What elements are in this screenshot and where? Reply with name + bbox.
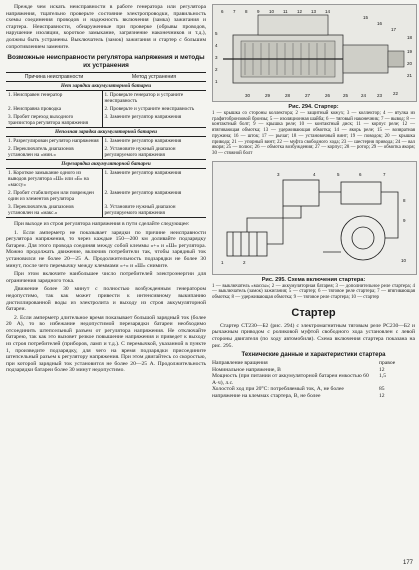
table-cell: 3. Установите нужный диапазон регулируемого напряжения (104, 203, 176, 216)
table-row (6, 136, 206, 145)
spec-label: напряжение на клеммах стартера, В, не более (212, 393, 321, 400)
table-row (6, 90, 206, 105)
spec-value: правое (379, 360, 396, 367)
intro-paragraph: Прежде чем искать неисправности в работе генератора или регулятора напряжения, тщательно проверьте состояние электропроводки, правильность схемы соединения проводов и надежность включения (замка) зажигания и стартера. Неисправности, обнаруженные при проверке (обрывы проводов, нарушение изоляции, короткое замыкание, загрязнение наконечников и т.д.), должны быть устранены. Выключатель (замок) зажигания и стартер с большим сопротивлением замените. (6, 4, 206, 50)
table-cell: 1. Замените регулятор напряжения (104, 169, 182, 176)
figure-number: 7 (383, 171, 386, 177)
table-cell: 1. Неисправен генератор (6, 90, 102, 105)
spec-label: Направление вращения (212, 360, 268, 367)
body-paragraph: Движение более 30 минут с полностью возбужденным генератором недопустимо, так как может привести к интенсивному выкипанию дистиллированной воды из электролита и выходу из строя аккумуляторной батареи. (6, 286, 206, 313)
figure-number: 1 (221, 259, 224, 265)
figure-number: 4 (313, 171, 316, 177)
spec-value: 12 (379, 393, 385, 400)
figure-number: 2 (243, 259, 246, 265)
figure-number: 25 (343, 93, 349, 98)
section-heading-starter: Стартер (291, 306, 336, 319)
figure-number: 9 (403, 217, 406, 223)
figure-number: 6 (221, 9, 224, 14)
table-cell: 1. Короткое замыкание одного из выводов регулятора «Ш» или «Б» на «массу» (6, 168, 102, 189)
figure-number: 1 (215, 79, 218, 84)
figure-number: 24 (361, 93, 367, 98)
spec-row (212, 393, 415, 400)
table-row (6, 105, 206, 113)
spec-label: Холостой ход при 20°С: потребляемый ток, А, не более (212, 386, 344, 393)
figure-number: 3 (277, 171, 280, 177)
figure-number: 28 (285, 93, 291, 98)
figure-number: 8 (245, 9, 248, 14)
spec-label: Номинальное напряжение, В (212, 366, 281, 373)
figure-number: 10 (401, 257, 407, 263)
figure-number: 21 (407, 73, 413, 78)
table-cell: 2. Переключатель диапазонов установлен на «мин.» (6, 145, 102, 160)
figure-number: 10 (269, 9, 275, 14)
body-paragraph: 1. Если амперметр не показывает зарядки по причине неисправности регулятора напряжения, то через каждые 150—200 км доливайте подзарядку батареи. Для этого провода соединяя между собой клеммы «+» и «Ш» регулятора. Можно продолжать движение, включив потребители так, чтобы зарядный ток установился не более 20—25 А. Продолжительность подзарядки не более 30 минут, после чего перемычку между клеммами «+» и «Ш» снимите. (6, 229, 206, 269)
page-number: 177 (402, 560, 413, 566)
table-cell: 3. Пробит переход выходного транзистора регулятора напряжения (6, 113, 102, 128)
figure-294-legend: 1 — крышка со стороны коллектора; 2 — защитный кожух; 3 — коллектор; 4 — втулка из графитобронзовой бронзы; 5 — изоляционная шайба; 6 — тяговый наконечник; 7 — вывод; 8 — контактный болт; 9 — крышка реле; 10 — контактный диск; 11 — корпус реле; 12 — втягивающая обмотка; 13 — удерживающая обмотка; 14 — якорь реле; 15 — возвратная пружина; 16 — шток; 17 — рычаг; 18 — установочный винт; 19 — поводок; 20 — крышка привода; 21 — упорный винт; 22 — муфта свободного хода; 23 — шестерня привода; 24 — вал якоря; 25 — полюс; 26 — обмотка возбуждения; 27 — корпус; 28 — ротор; 29 — обмотка якоря; 30 — стяжной болт (212, 111, 415, 156)
right-column (212, 4, 415, 400)
table-row (6, 113, 206, 128)
table-cell: 1. Разрегулирован регулятор напряжения (6, 136, 102, 145)
figure-number: 16 (377, 21, 383, 26)
table-cell: 3. Замените регулятор напряжения (104, 113, 182, 120)
figure-number: 27 (305, 93, 311, 98)
table-cell: 2. Пробит стабилитрон или поврежден один из элементов регулятора (6, 189, 102, 203)
body-paragraph: При выходе из строя регулятора напряжения в пути сделайте следующее: (14, 220, 190, 227)
specs-list (212, 360, 415, 400)
body-paragraph: При этом включите наибольшее число потребителей электроэнергии для ограничения зарядного тока. (6, 271, 206, 284)
table-header-method: Метод устранения (102, 72, 206, 81)
starter-cross-section-illustration (213, 5, 416, 101)
figure-number: 2 (215, 67, 218, 72)
faults-table (6, 72, 206, 218)
spec-value: 12 (379, 366, 385, 373)
table-title: Возможные неисправности регулятора напряжения и методы их устранения (7, 54, 205, 69)
spec-row (212, 360, 415, 367)
figure-number: 20 (407, 61, 413, 66)
table-cell: 2. Установите нужный диапазон регулируемого напряжения (104, 145, 176, 158)
table-cell: 1. Проверьте генератор и устраните неисправность (104, 91, 184, 104)
figure-number: 9 (257, 9, 260, 14)
spec-value: 85 (379, 386, 385, 393)
specs-title: Технические данные и характеристики стартера (241, 352, 386, 359)
spec-label: Мощность (при питании от аккумуляторной батареи емкостью 60 А·ч), л.с. (212, 373, 369, 386)
table-cell: 2. Замените регулятор напряжения (104, 189, 182, 196)
table-cell: 2. Неисправна проводка (6, 105, 102, 113)
starter-drawing (212, 4, 417, 102)
figure-number: 7 (233, 9, 236, 14)
figure-number: 17 (391, 27, 397, 32)
left-column (6, 4, 206, 376)
figure-number: 29 (265, 93, 271, 98)
starter-wiring-diagram (212, 161, 417, 275)
table-row (6, 145, 206, 160)
wiring-schematic-illustration (213, 162, 416, 274)
figure-number: 3 (215, 55, 218, 60)
figure-number: 22 (393, 91, 399, 96)
figure-294-caption: Рис. 294. Стартер: (288, 104, 339, 110)
figure-number: 8 (403, 197, 406, 203)
figure-number: 12 (297, 9, 303, 14)
figure-number: 30 (245, 93, 251, 98)
figure-number: 26 (325, 93, 331, 98)
figure-295-caption: Рис. 295. Схема включения стартера: (261, 276, 366, 283)
figure-295-legend: 1 — выключатель «массы»; 2 — аккумуляторная батарея; 3 — дополнительное реле стартера; 4 — выключатель (замок) зажигания; 5 — стартер; 6 — тяговое реле стартера; 7 — втягивающая обмотка; 8 — удерживающая обмотка; 9 — тяговое реле стартера; 10 — стартер (212, 283, 415, 301)
table-row (6, 189, 206, 203)
figure-number: 14 (325, 9, 331, 14)
table-section-title: Перезарядка аккумуляторной батареи (6, 159, 206, 168)
figure-number: 15 (363, 15, 369, 20)
figure-number: 19 (407, 49, 413, 54)
table-cell: 1. Замените регулятор напряжения (104, 137, 182, 144)
figure-number: 5 (215, 31, 218, 36)
figure-number: 13 (311, 9, 317, 14)
figure-number: 4 (215, 43, 218, 48)
table-header-cause: Причина неисправности (6, 72, 102, 81)
table-section-title: Неполная зарядка аккумуляторной батареи (6, 127, 206, 136)
starter-paragraph: Стартер СТ230—Б2 (рис. 294) с электромагнитным тяговым реле РС230—Б2 и рычажным приводом с роликовой муфтой свободного хода установлен с левой стороны двигателя (по ходу автомобиля). Схема включения стартера показана на рис. 295. (212, 322, 415, 349)
table-section-title: Нет зарядки аккумуляторной батареи (6, 81, 206, 90)
table-cell: 3. Переключатель диапазонов установлен на «макс.» (6, 203, 102, 218)
figure-number: 6 (359, 171, 362, 177)
table-cell: 2. Проверьте и устраните неисправность (104, 105, 195, 112)
figure-number: 23 (377, 93, 383, 98)
body-paragraph: 2. Если амперметр длительное время показывает большой зарядный ток (более 20 А), то во избежание недопустимой перезарядки батареи необходимо отсоединить штепсельный разъем от регулятора напряжения. Не отключайте батарею, так как это вызовет резкое повышение напряжения и приведет к выходу из строя потребителей (приборов, ламп и т.д.). С перемычкой, указанной в пункте 1, произведите подзарядку, для чего на время подзарядки присоедините штепсельный разъем к регулятору напряжения. При этом двигайтесь со скоростью, при которой зарядный ток установится не более 20—25 А. Продолжительность подзарядки батареи более 30 минут недопустимо. (6, 314, 206, 374)
table-row (6, 168, 206, 189)
figure-number: 5 (337, 171, 340, 177)
spec-row (212, 373, 415, 386)
spec-value: 1,5 (379, 373, 386, 380)
table-row (6, 203, 206, 218)
figure-number: 18 (407, 35, 413, 40)
figure-number: 11 (283, 9, 288, 14)
